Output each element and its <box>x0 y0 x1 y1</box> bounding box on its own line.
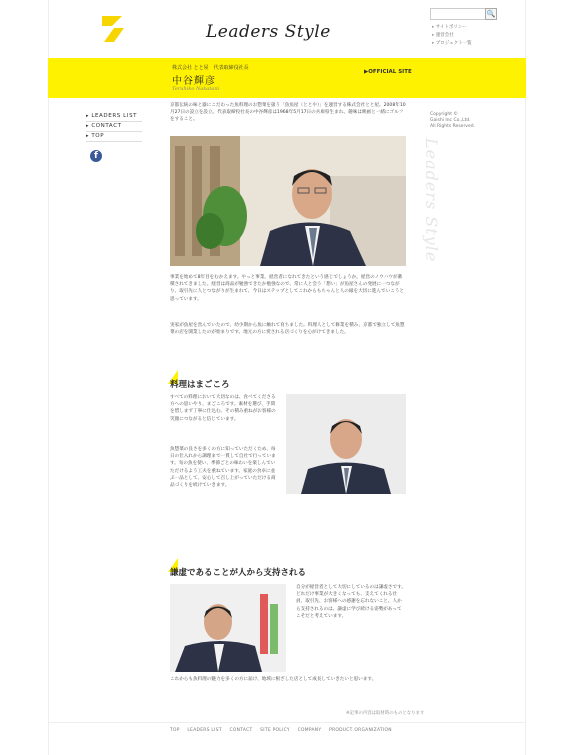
nav-leaders-list[interactable]: ▸ LEADERS LIST <box>86 112 142 122</box>
logo-icon[interactable] <box>100 16 126 42</box>
official-site-link[interactable]: ▶OFFICIAL SITE <box>364 69 412 75</box>
footer-link-contact[interactable]: CONTACT <box>229 728 253 733</box>
interview-photo <box>170 584 286 672</box>
section-heading: 料理はまごころ <box>170 380 230 390</box>
copyright-line: Copyright © <box>430 112 458 117</box>
util-link-policy[interactable]: ▸ サイトポリシー <box>432 24 472 32</box>
article-note: ※記事の内容は取材時のものとなります <box>346 711 425 716</box>
body-paragraph: 魚惣菜の良さを多くの方に知っていただくため、毎日の仕入れから調理まで一貫して自社で行っています。旬の魚を使い、季節ごとの味わいを楽しんでいただけるよう工夫を重ねています。家庭の食卓に並ぶ一品として、安心して召し上がっていただける商品づくりを続けていきます。 <box>170 447 276 489</box>
search-input[interactable] <box>430 8 486 20</box>
copyright-line: Gaishi Inc Co.,Ltd. <box>430 118 471 123</box>
company-name: 株式会社 とと屋 代表取締役社長 <box>172 65 249 71</box>
profile-band <box>48 58 526 98</box>
utility-links <box>432 24 472 48</box>
nav-contact[interactable]: ▸ CONTACT <box>86 122 142 132</box>
copyright-line: All Rights Reserved. <box>430 124 476 129</box>
util-link-company[interactable]: ▸ 運営会社 <box>432 32 472 40</box>
body-paragraph: すべての料理において大切なのは、食べてくださる方への思いやり、まごころです。素材を選び、手間を惜しまず丁寧に仕込む。その積み重ねがお客様の笑顔につながると信じています。 <box>170 395 276 422</box>
vertical-site-title: Leaders Style <box>422 138 441 263</box>
copyright <box>430 112 490 130</box>
footer-link-company[interactable]: COMPANY <box>297 728 322 733</box>
footer-nav <box>170 728 420 733</box>
body-paragraph: これからも魚料理の魅力を多くの方に届け、地域に根ざした店として成長していきたいと思います。 <box>170 677 377 682</box>
facebook-icon[interactable]: f <box>90 150 102 162</box>
body-paragraph: 事業を始めて8年目をむかえます。やっと事業、経営者になれてきたという感じでしょうか。経営のノウハウが蓄積されてきました。経営は商品が勉強できたか勉強なので、常に人と会う「想い」が魚屋さんの発展に一つながり、取引先に人とつながりが生まれて、今日はステップとしてこれからもちゃんと人の縁を大切に進んでいこうと思っています。 <box>170 275 405 302</box>
portrait-photo <box>286 394 406 494</box>
body-paragraph: 実家が魚屋を営んでいたので、幼少期から魚に触れて育ちました。料理人として修業を積み、京都で独立して魚惣菜の店を開業したのが始まりです。地元の方に愛される店づくりを心がけてきました。 <box>170 323 405 336</box>
section-heading: 謙虚であることが人から支持される <box>170 568 307 578</box>
util-link-projects[interactable]: ▸ プロジェクト一覧 <box>432 40 472 48</box>
intro-text: 京都伝統の味と器にこだわった魚料理のお惣菜を扱う「魚魚屋（ととや）」を運営する株式会社とと屋。2008年10月27日の設立を設立。代表取締役社長の中谷輝彦は1968年5月17日の兵庫県生まれ。趣味は映画と一緒にゴルフをすること。 <box>170 103 406 123</box>
leader-name-roman: Teruhiko Nakatani <box>172 86 220 92</box>
search-icon[interactable]: 🔍 <box>486 10 496 18</box>
footer-link-top[interactable]: TOP <box>170 728 180 733</box>
footer-link-leaders[interactable]: LEADERS LIST <box>187 728 222 733</box>
main-portrait-photo <box>170 136 406 266</box>
site-title[interactable]: Leaders Style <box>206 22 331 42</box>
footer-link-policy[interactable]: SITE POLICY <box>260 728 290 733</box>
side-nav <box>86 112 142 142</box>
footer-divider <box>48 722 526 723</box>
footer-link-product[interactable]: PRODUCT ORGANIZATION <box>329 728 392 733</box>
nav-top[interactable]: ▸ TOP <box>86 132 142 142</box>
body-paragraph: 自分が経営者として大切にしているのは謙虚さです。どれだけ事業が大きくなっても、支えてくれる社員、取引先、お客様への感謝を忘れないこと。人から支持されるのは、謙虚に学び続ける姿勢があってこそだと考えています。 <box>296 585 406 619</box>
leader-name: 中谷輝彦 <box>172 76 216 87</box>
